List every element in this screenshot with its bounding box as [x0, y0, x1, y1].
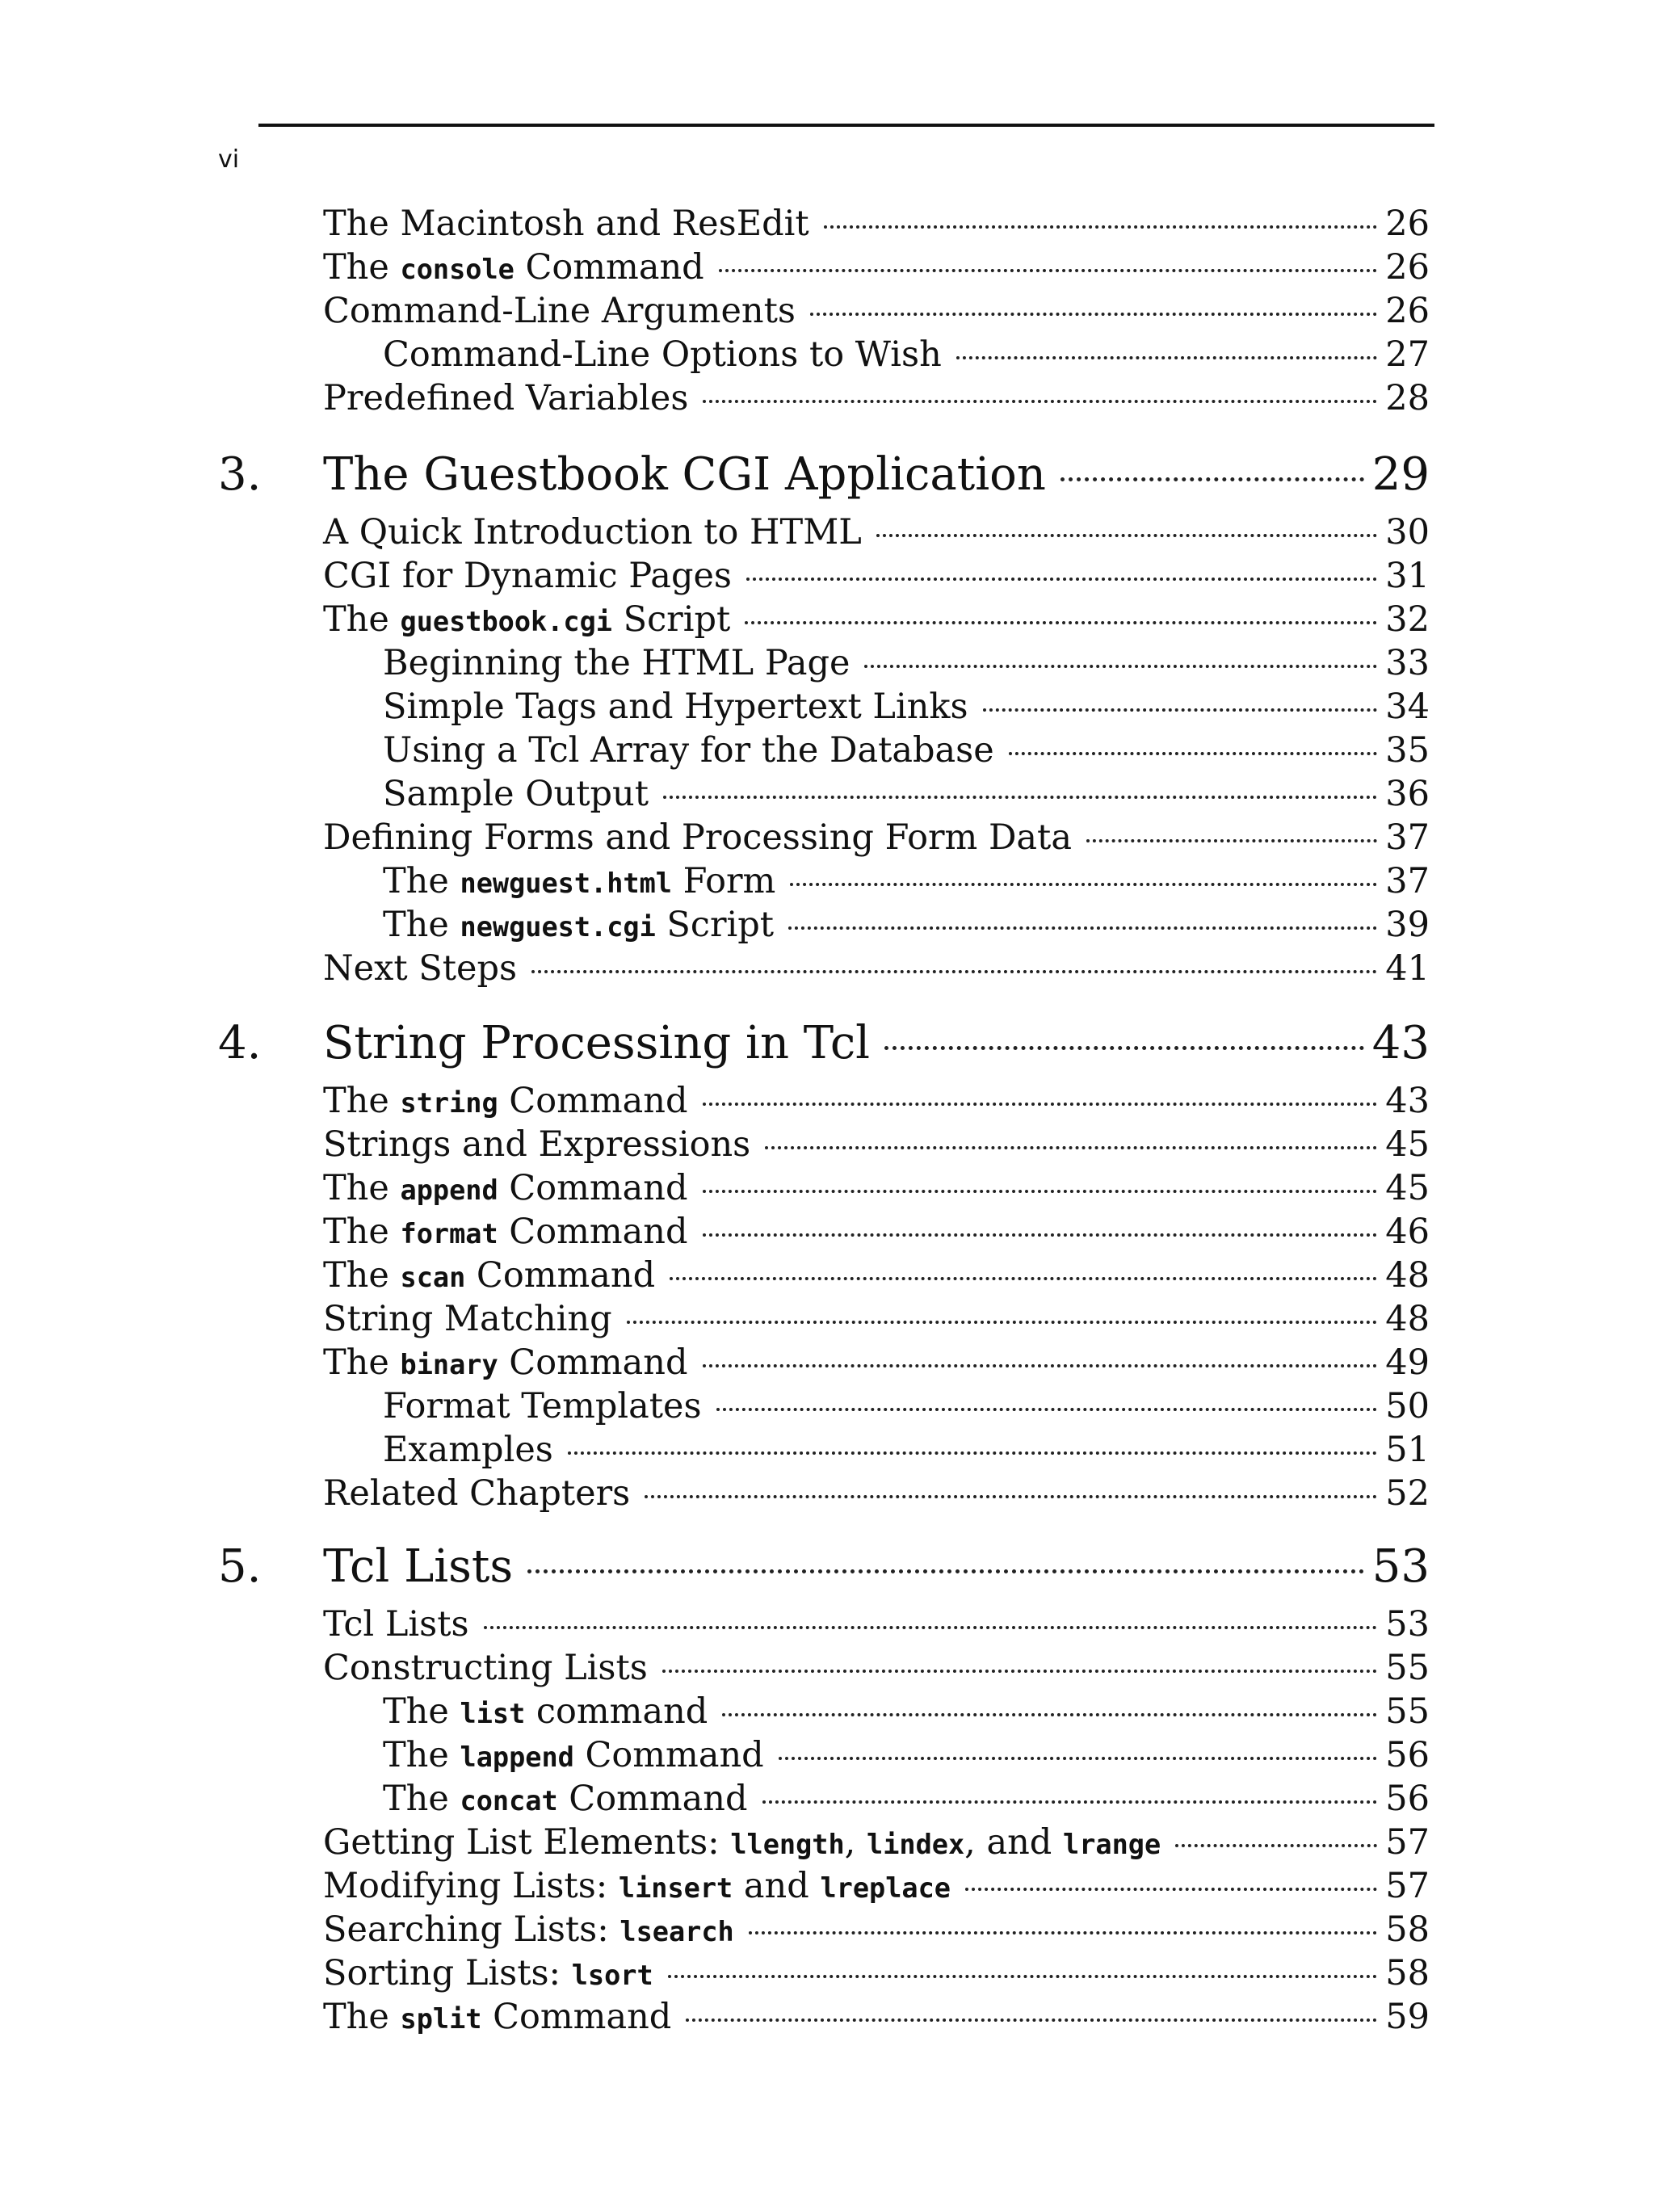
command-name: guestbook.cgi	[400, 606, 612, 637]
title-text: Constructing Lists	[323, 1648, 648, 1688]
title-text: A Quick Introduction to HTML	[323, 512, 862, 552]
toc-entry	[383, 772, 1430, 816]
page-number: 58	[1385, 1953, 1430, 1993]
title-text: The	[383, 1735, 460, 1775]
page-number: 27	[1385, 334, 1430, 375]
page-number: 43	[1371, 1017, 1430, 1069]
title-text: The	[323, 1212, 401, 1252]
title-text: Related Chapters	[323, 1473, 631, 1514]
command-name: list	[460, 1698, 526, 1729]
title-text: command	[525, 1691, 708, 1732]
entry-title	[323, 554, 732, 598]
dot-leader	[762, 1800, 1378, 1804]
dot-leader	[484, 1626, 1378, 1629]
title-text: Strings and Expressions	[323, 1124, 751, 1165]
dot-leader	[746, 578, 1377, 581]
dot-leader	[716, 1408, 1378, 1411]
dot-leader	[703, 1364, 1378, 1367]
entry-title	[383, 1384, 702, 1428]
chapter-title	[323, 1011, 870, 1076]
page-number: 49	[1385, 1342, 1430, 1383]
page-number: 51	[1385, 1430, 1430, 1470]
toc-entry	[383, 1733, 1430, 1777]
entry-title	[383, 903, 774, 949]
command-name: lreplace	[820, 1872, 951, 1904]
page-number: 33	[1385, 643, 1430, 683]
chapter-title	[323, 1535, 513, 1599]
dot-leader	[745, 621, 1377, 624]
toc-entry	[383, 859, 1430, 903]
toc-entry	[323, 1079, 1430, 1123]
toc-chapter-heading	[218, 1535, 1430, 1599]
entry-title	[323, 1951, 653, 1997]
chapter-number: 5.	[218, 1540, 262, 1593]
command-name: format	[400, 1218, 498, 1250]
page-number: 45	[1385, 1124, 1430, 1165]
command-name: lindex	[867, 1829, 965, 1860]
page-number: 48	[1385, 1299, 1430, 1339]
page-number: 52	[1385, 1473, 1430, 1514]
page-number: 39	[1385, 905, 1430, 945]
dot-leader	[884, 1046, 1364, 1050]
title-text: Command-Line Options to Wish	[383, 334, 942, 375]
toc-chapter-heading	[218, 1011, 1430, 1076]
page-number: 31	[1385, 556, 1430, 596]
command-name: llength	[730, 1829, 845, 1860]
command-name: newguest.cgi	[460, 911, 656, 943]
toc-entry	[383, 1428, 1430, 1472]
toc-entry	[323, 1472, 1430, 1515]
toc-chapter-heading	[218, 443, 1430, 507]
dot-leader	[527, 1569, 1364, 1573]
toc-entry	[323, 1951, 1430, 1995]
toc-entry	[383, 1690, 1430, 1733]
entry-title	[323, 1297, 612, 1341]
entry-title	[383, 333, 942, 376]
toc-entry	[323, 246, 1430, 289]
dot-leader	[627, 1321, 1378, 1324]
title-text: Next Steps	[323, 948, 518, 989]
entry-title	[323, 1821, 1161, 1867]
title-text: The	[323, 1997, 401, 2037]
entry-title	[323, 1210, 688, 1256]
toc-entry	[323, 1297, 1430, 1341]
title-text: Command	[573, 1735, 764, 1775]
page-number: 32	[1385, 599, 1430, 640]
toc-entry	[323, 1254, 1430, 1297]
command-name: string	[400, 1087, 498, 1119]
title-text: , and	[964, 1822, 1064, 1863]
toc-entry	[323, 1166, 1430, 1210]
command-name: linsert	[618, 1872, 733, 1904]
title-text: and	[733, 1866, 821, 1906]
entry-title	[383, 1690, 708, 1736]
entry-title	[323, 1864, 951, 1910]
entry-title	[323, 510, 862, 554]
entry-title	[383, 641, 850, 685]
page-number: 58	[1385, 1909, 1430, 1950]
page-number: 26	[1385, 247, 1430, 288]
dot-leader	[790, 883, 1377, 886]
dot-leader	[810, 313, 1377, 316]
dot-leader	[703, 1103, 1378, 1106]
dot-leader	[824, 225, 1378, 229]
dot-leader	[668, 1975, 1378, 1978]
toc-entry	[383, 333, 1430, 376]
entry-title	[383, 729, 994, 772]
entry-title	[383, 1733, 764, 1779]
toc-entry	[323, 554, 1430, 598]
toc-entry	[323, 1821, 1430, 1864]
title-text: Sample Output	[383, 774, 649, 814]
entry-title	[323, 1995, 671, 2041]
title-text: The	[323, 247, 401, 288]
toc-entry	[323, 1908, 1430, 1951]
title-text: The	[323, 1255, 401, 1296]
entry-title	[323, 1341, 688, 1387]
dot-leader	[1060, 477, 1364, 481]
page-number: 37	[1385, 817, 1430, 858]
entry-title	[383, 772, 649, 816]
title-text: String Processing in Tcl	[323, 1017, 871, 1069]
title-text: The	[323, 599, 401, 640]
entry-title	[323, 598, 730, 644]
page-number: 41	[1385, 948, 1430, 989]
title-text: Command	[481, 1997, 672, 2037]
page-number: 59	[1385, 1997, 1430, 2037]
entry-title	[383, 1777, 748, 1823]
dot-leader	[749, 1931, 1378, 1934]
toc-entry	[323, 947, 1430, 990]
page-number: 55	[1385, 1691, 1430, 1732]
title-text: Command	[465, 1255, 656, 1296]
title-text: The	[383, 905, 460, 945]
title-text: The Guestbook CGI Application	[323, 448, 1046, 501]
title-text: Beginning the HTML Page	[383, 643, 850, 683]
title-text: ,	[844, 1822, 867, 1863]
dot-leader	[662, 1670, 1377, 1673]
command-name: concat	[460, 1785, 558, 1817]
dot-leader	[876, 534, 1377, 537]
entry-title	[323, 1123, 750, 1166]
toc-entry	[383, 1384, 1430, 1428]
entry-title	[323, 1908, 734, 1954]
title-text: Getting List Elements:	[323, 1822, 731, 1863]
title-text: Script	[655, 905, 775, 945]
title-text: Modifying Lists:	[323, 1866, 619, 1906]
title-text: Examples	[383, 1430, 553, 1470]
title-text: Command	[557, 1779, 748, 1819]
title-text: Sorting Lists:	[323, 1953, 572, 1993]
entry-title	[323, 1472, 630, 1515]
toc-entry	[323, 202, 1430, 246]
command-name: newguest.html	[460, 867, 672, 899]
title-text: Tcl Lists	[323, 1604, 469, 1645]
entry-title	[323, 376, 688, 420]
toc-entry	[383, 729, 1430, 772]
command-name: console	[400, 254, 514, 285]
dot-leader	[864, 665, 1377, 668]
toc-entry	[383, 903, 1430, 947]
title-text: The	[383, 1779, 460, 1819]
title-text: The	[323, 1081, 401, 1121]
entry-title	[323, 1166, 688, 1212]
title-text: Format Templates	[383, 1386, 702, 1426]
dot-leader	[645, 1495, 1377, 1498]
dot-leader	[703, 1233, 1378, 1237]
entry-title	[383, 859, 775, 905]
title-text: String Matching	[323, 1299, 612, 1339]
dot-leader	[765, 1146, 1377, 1149]
toc-entry	[383, 1777, 1430, 1821]
title-text: Command-Line Arguments	[323, 291, 796, 331]
entry-title	[323, 1646, 648, 1690]
dot-leader	[1175, 1844, 1377, 1847]
page-number: 26	[1385, 204, 1430, 244]
title-text: Using a Tcl Array for the Database	[383, 730, 994, 771]
toc-entry	[323, 1341, 1430, 1384]
page-numeral: vi	[218, 145, 240, 174]
page-number: 43	[1385, 1081, 1430, 1121]
chapter-title	[323, 443, 1046, 507]
title-text: Searching Lists:	[323, 1909, 620, 1950]
dot-leader	[531, 970, 1377, 973]
page-number: 29	[1371, 448, 1430, 501]
dot-leader	[686, 2018, 1377, 2022]
page-number: 36	[1385, 774, 1430, 814]
toc-entry	[323, 1210, 1430, 1254]
toc-entry	[323, 816, 1430, 859]
dot-leader	[788, 926, 1377, 930]
title-text: Simple Tags and Hypertext Links	[383, 687, 968, 727]
title-text: Form	[671, 861, 776, 901]
command-name: append	[400, 1174, 498, 1206]
title-text: The	[383, 1691, 460, 1732]
page-number: 50	[1385, 1386, 1430, 1426]
dot-leader	[1009, 752, 1378, 755]
command-name: lsearch	[620, 1916, 734, 1947]
title-text: The	[323, 1342, 401, 1383]
entry-title	[323, 816, 1072, 859]
toc-entry	[323, 598, 1430, 641]
page-number: 48	[1385, 1255, 1430, 1296]
title-text: Command	[498, 1342, 688, 1383]
toc-entry	[323, 1646, 1430, 1690]
page-number: 57	[1385, 1822, 1430, 1863]
title-text: Command	[514, 247, 704, 288]
title-text: Command	[498, 1081, 688, 1121]
page-number: 26	[1385, 291, 1430, 331]
chapter-number: 3.	[218, 448, 262, 501]
chapter-number: 4.	[218, 1017, 262, 1069]
dot-leader	[719, 269, 1378, 272]
dot-leader	[663, 796, 1377, 799]
title-text: Command	[498, 1212, 688, 1252]
page-number: 53	[1385, 1604, 1430, 1645]
dot-leader	[965, 1888, 1377, 1891]
toc-entry	[383, 641, 1430, 685]
command-name: split	[400, 2003, 482, 2035]
title-text: Predefined Variables	[323, 378, 689, 418]
command-name: binary	[400, 1349, 498, 1380]
entry-title	[323, 1079, 688, 1125]
entry-title	[323, 289, 796, 333]
title-text: Command	[498, 1168, 688, 1208]
page-number: 45	[1385, 1168, 1430, 1208]
entry-title	[323, 202, 809, 246]
command-name: lsort	[571, 1960, 653, 1991]
toc-entry	[323, 1123, 1430, 1166]
toc-entry	[323, 1864, 1430, 1908]
entry-title	[383, 685, 968, 729]
page-number: 57	[1385, 1866, 1430, 1906]
entry-title	[323, 1603, 469, 1646]
page-number: 56	[1385, 1735, 1430, 1775]
page-number: 53	[1371, 1540, 1430, 1593]
toc-entry	[323, 510, 1430, 554]
dot-leader	[670, 1277, 1377, 1280]
entry-title	[323, 1254, 655, 1300]
dot-leader	[568, 1451, 1377, 1455]
dot-leader	[1086, 839, 1377, 842]
dot-leader	[703, 1190, 1378, 1193]
toc-entry	[323, 1995, 1430, 2039]
dot-leader	[956, 356, 1378, 359]
title-text: The	[383, 861, 460, 901]
dot-leader	[983, 708, 1378, 712]
command-name: lrange	[1063, 1829, 1161, 1860]
page-number: 30	[1385, 512, 1430, 552]
page-number: 35	[1385, 730, 1430, 771]
toc-entry	[323, 289, 1430, 333]
title-text: CGI for Dynamic Pages	[323, 556, 732, 596]
dot-leader	[722, 1713, 1377, 1716]
command-name: lappend	[460, 1741, 574, 1773]
title-text: The	[323, 1168, 401, 1208]
page-number: 46	[1385, 1212, 1430, 1252]
entry-title	[383, 1428, 553, 1472]
title-text: Defining Forms and Processing Form Data	[323, 817, 1072, 858]
toc-entry	[323, 1603, 1430, 1646]
page-number: 37	[1385, 861, 1430, 901]
page-number: 28	[1385, 378, 1430, 418]
entry-title	[323, 246, 704, 292]
title-text: Script	[611, 599, 731, 640]
title-text: Tcl Lists	[323, 1540, 514, 1593]
dot-leader	[703, 400, 1377, 403]
command-name: scan	[400, 1262, 466, 1293]
toc-entry	[383, 685, 1430, 729]
entry-title	[323, 947, 517, 990]
dot-leader	[779, 1757, 1378, 1760]
page-number: 34	[1385, 687, 1430, 727]
page-number: 55	[1385, 1648, 1430, 1688]
toc-entry	[323, 376, 1430, 420]
title-text: The Macintosh and ResEdit	[323, 204, 809, 244]
page-number: 56	[1385, 1779, 1430, 1819]
